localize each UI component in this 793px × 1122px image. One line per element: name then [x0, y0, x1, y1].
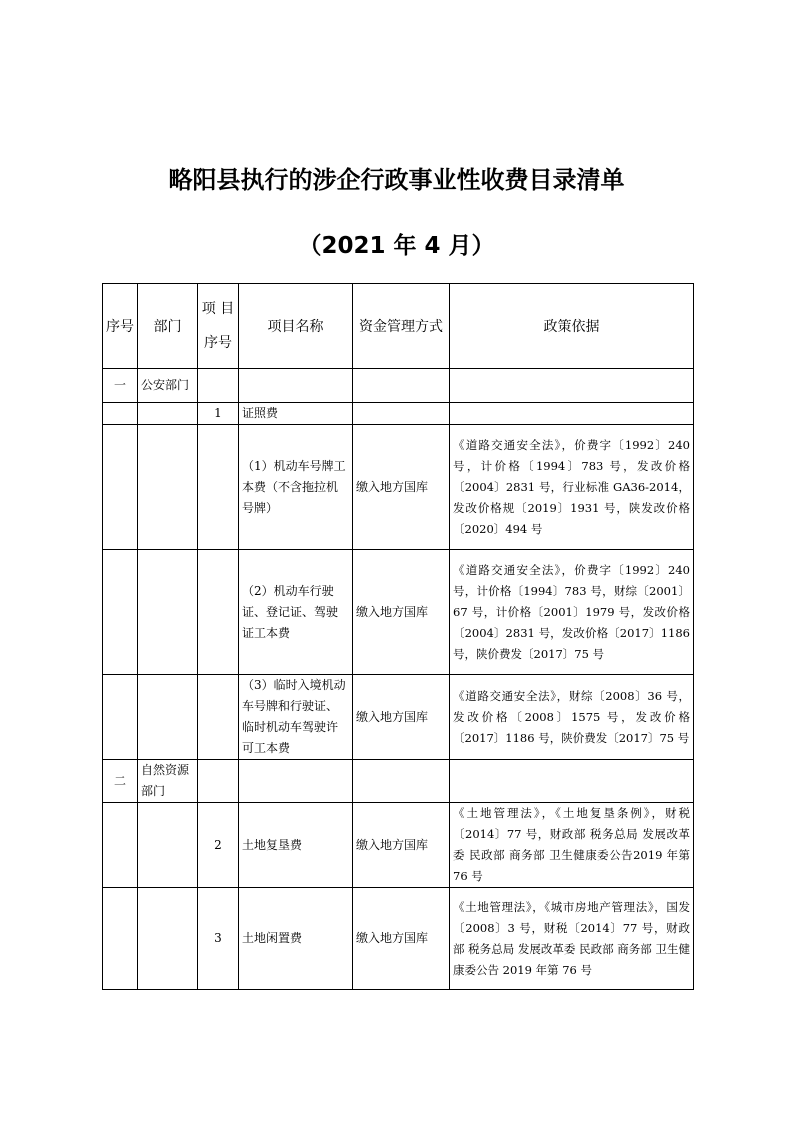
table-row: [103, 403, 694, 425]
table-row: [103, 369, 694, 403]
page-subtitle: （2021 年 4 月）: [298, 233, 495, 259]
header-item-seq: 项 目 序号: [198, 284, 239, 369]
cell-item-seq: [198, 550, 239, 675]
cell-item-seq: 2: [198, 803, 239, 888]
cell-item-name: 土地复垦费: [239, 803, 353, 888]
cell-seq: [103, 803, 138, 888]
header-dept: 部门: [138, 284, 198, 369]
cell-policy: [450, 760, 694, 803]
cell-fund-mgmt: 缴入地方国库: [353, 675, 450, 760]
table-row: [103, 888, 694, 990]
cell-policy: 《道路交通安全法》，价费字〔1992〕240号，计价格〔1994〕783 号，发改价格〔2004〕2831 号，行业标准 GA36-2014，发改价格规〔2019〕1931 号，陕发改价格〔2020〕494 号: [450, 425, 694, 550]
cell-seq: 二: [103, 760, 138, 803]
cell-fund-mgmt: [353, 403, 450, 425]
table-row: [103, 675, 694, 760]
cell-item-name: [239, 369, 353, 403]
cell-seq: [103, 403, 138, 425]
cell-fund-mgmt: [353, 760, 450, 803]
cell-dept: 公安部门: [138, 369, 198, 403]
cell-dept: [138, 675, 198, 760]
page-title: 略阳县执行的涉企行政事业性收费目录清单: [168, 166, 625, 194]
cell-item-seq: 1: [198, 403, 239, 425]
cell-item-seq: [198, 369, 239, 403]
cell-item-name: （1）机动车号牌工本费（不含拖拉机号牌）: [239, 425, 353, 550]
cell-fund-mgmt: 缴入地方国库: [353, 803, 450, 888]
cell-item-seq: [198, 425, 239, 550]
table-row: [103, 550, 694, 675]
header-fund-mgmt: 资金管理方式: [353, 284, 450, 369]
cell-item-name: 土地闲置费: [239, 888, 353, 990]
cell-item-name: 证照费: [239, 403, 353, 425]
cell-dept: [138, 425, 198, 550]
table-header-row: [103, 284, 694, 369]
cell-item-seq: [198, 675, 239, 760]
cell-policy: 《土地管理法》，《土地复垦条例》，财税〔2014〕77 号，财政部 税务总局 发展改革委 民政部 商务部 卫生健康委公告2019 年第 76 号: [450, 803, 694, 888]
cell-policy: 《土地管理法》，《城市房地产管理法》，国发〔2008〕3 号，财税〔2014〕77 号，财政部 税务总局 发展改革委 民政部 商务部 卫生健康委公告 2019 年第 76 号: [450, 888, 694, 990]
cell-seq: 一: [103, 369, 138, 403]
cell-item-name: （3）临时入境机动车号牌和行驶证、临时机动车驾驶许可工本费: [239, 675, 353, 760]
table-row: [103, 760, 694, 803]
cell-item-seq: [198, 760, 239, 803]
cell-dept: [138, 888, 198, 990]
cell-seq: [103, 888, 138, 990]
cell-item-name: （2）机动车行驶证、登记证、驾驶证工本费: [239, 550, 353, 675]
cell-policy: [450, 403, 694, 425]
cell-item-name: [239, 760, 353, 803]
cell-dept: 自然资源部门: [138, 760, 198, 803]
cell-dept: [138, 403, 198, 425]
table-row: [103, 425, 694, 550]
cell-dept: [138, 550, 198, 675]
cell-seq: [103, 550, 138, 675]
cell-fund-mgmt: 缴入地方国库: [353, 425, 450, 550]
table-row: [103, 803, 694, 888]
cell-policy: 《道路交通安全法》，价费字〔1992〕240号，计价格〔1994〕783 号，财综〔2001〕67 号，计价格〔2001〕1979 号，发改价格〔2004〕2831 号，发改价格〔2017〕1186号，陕价费发〔2017〕75 号: [450, 550, 694, 675]
cell-seq: [103, 675, 138, 760]
header-seq: 序号: [103, 284, 138, 369]
cell-seq: [103, 425, 138, 550]
cell-policy: [450, 369, 694, 403]
header-item-name: 项目名称: [239, 284, 353, 369]
header-policy: 政策依据: [450, 284, 694, 369]
cell-dept: [138, 803, 198, 888]
fee-list-table: [102, 283, 694, 990]
cell-fund-mgmt: 缴入地方国库: [353, 550, 450, 675]
cell-item-seq: 3: [198, 888, 239, 990]
cell-policy: 《道路交通安全法》，财综〔2008〕36 号，发改价格〔2008〕1575 号，发改价格〔2017〕1186 号，陕价费发〔2017〕75 号: [450, 675, 694, 760]
cell-fund-mgmt: [353, 369, 450, 403]
cell-fund-mgmt: 缴入地方国库: [353, 888, 450, 990]
